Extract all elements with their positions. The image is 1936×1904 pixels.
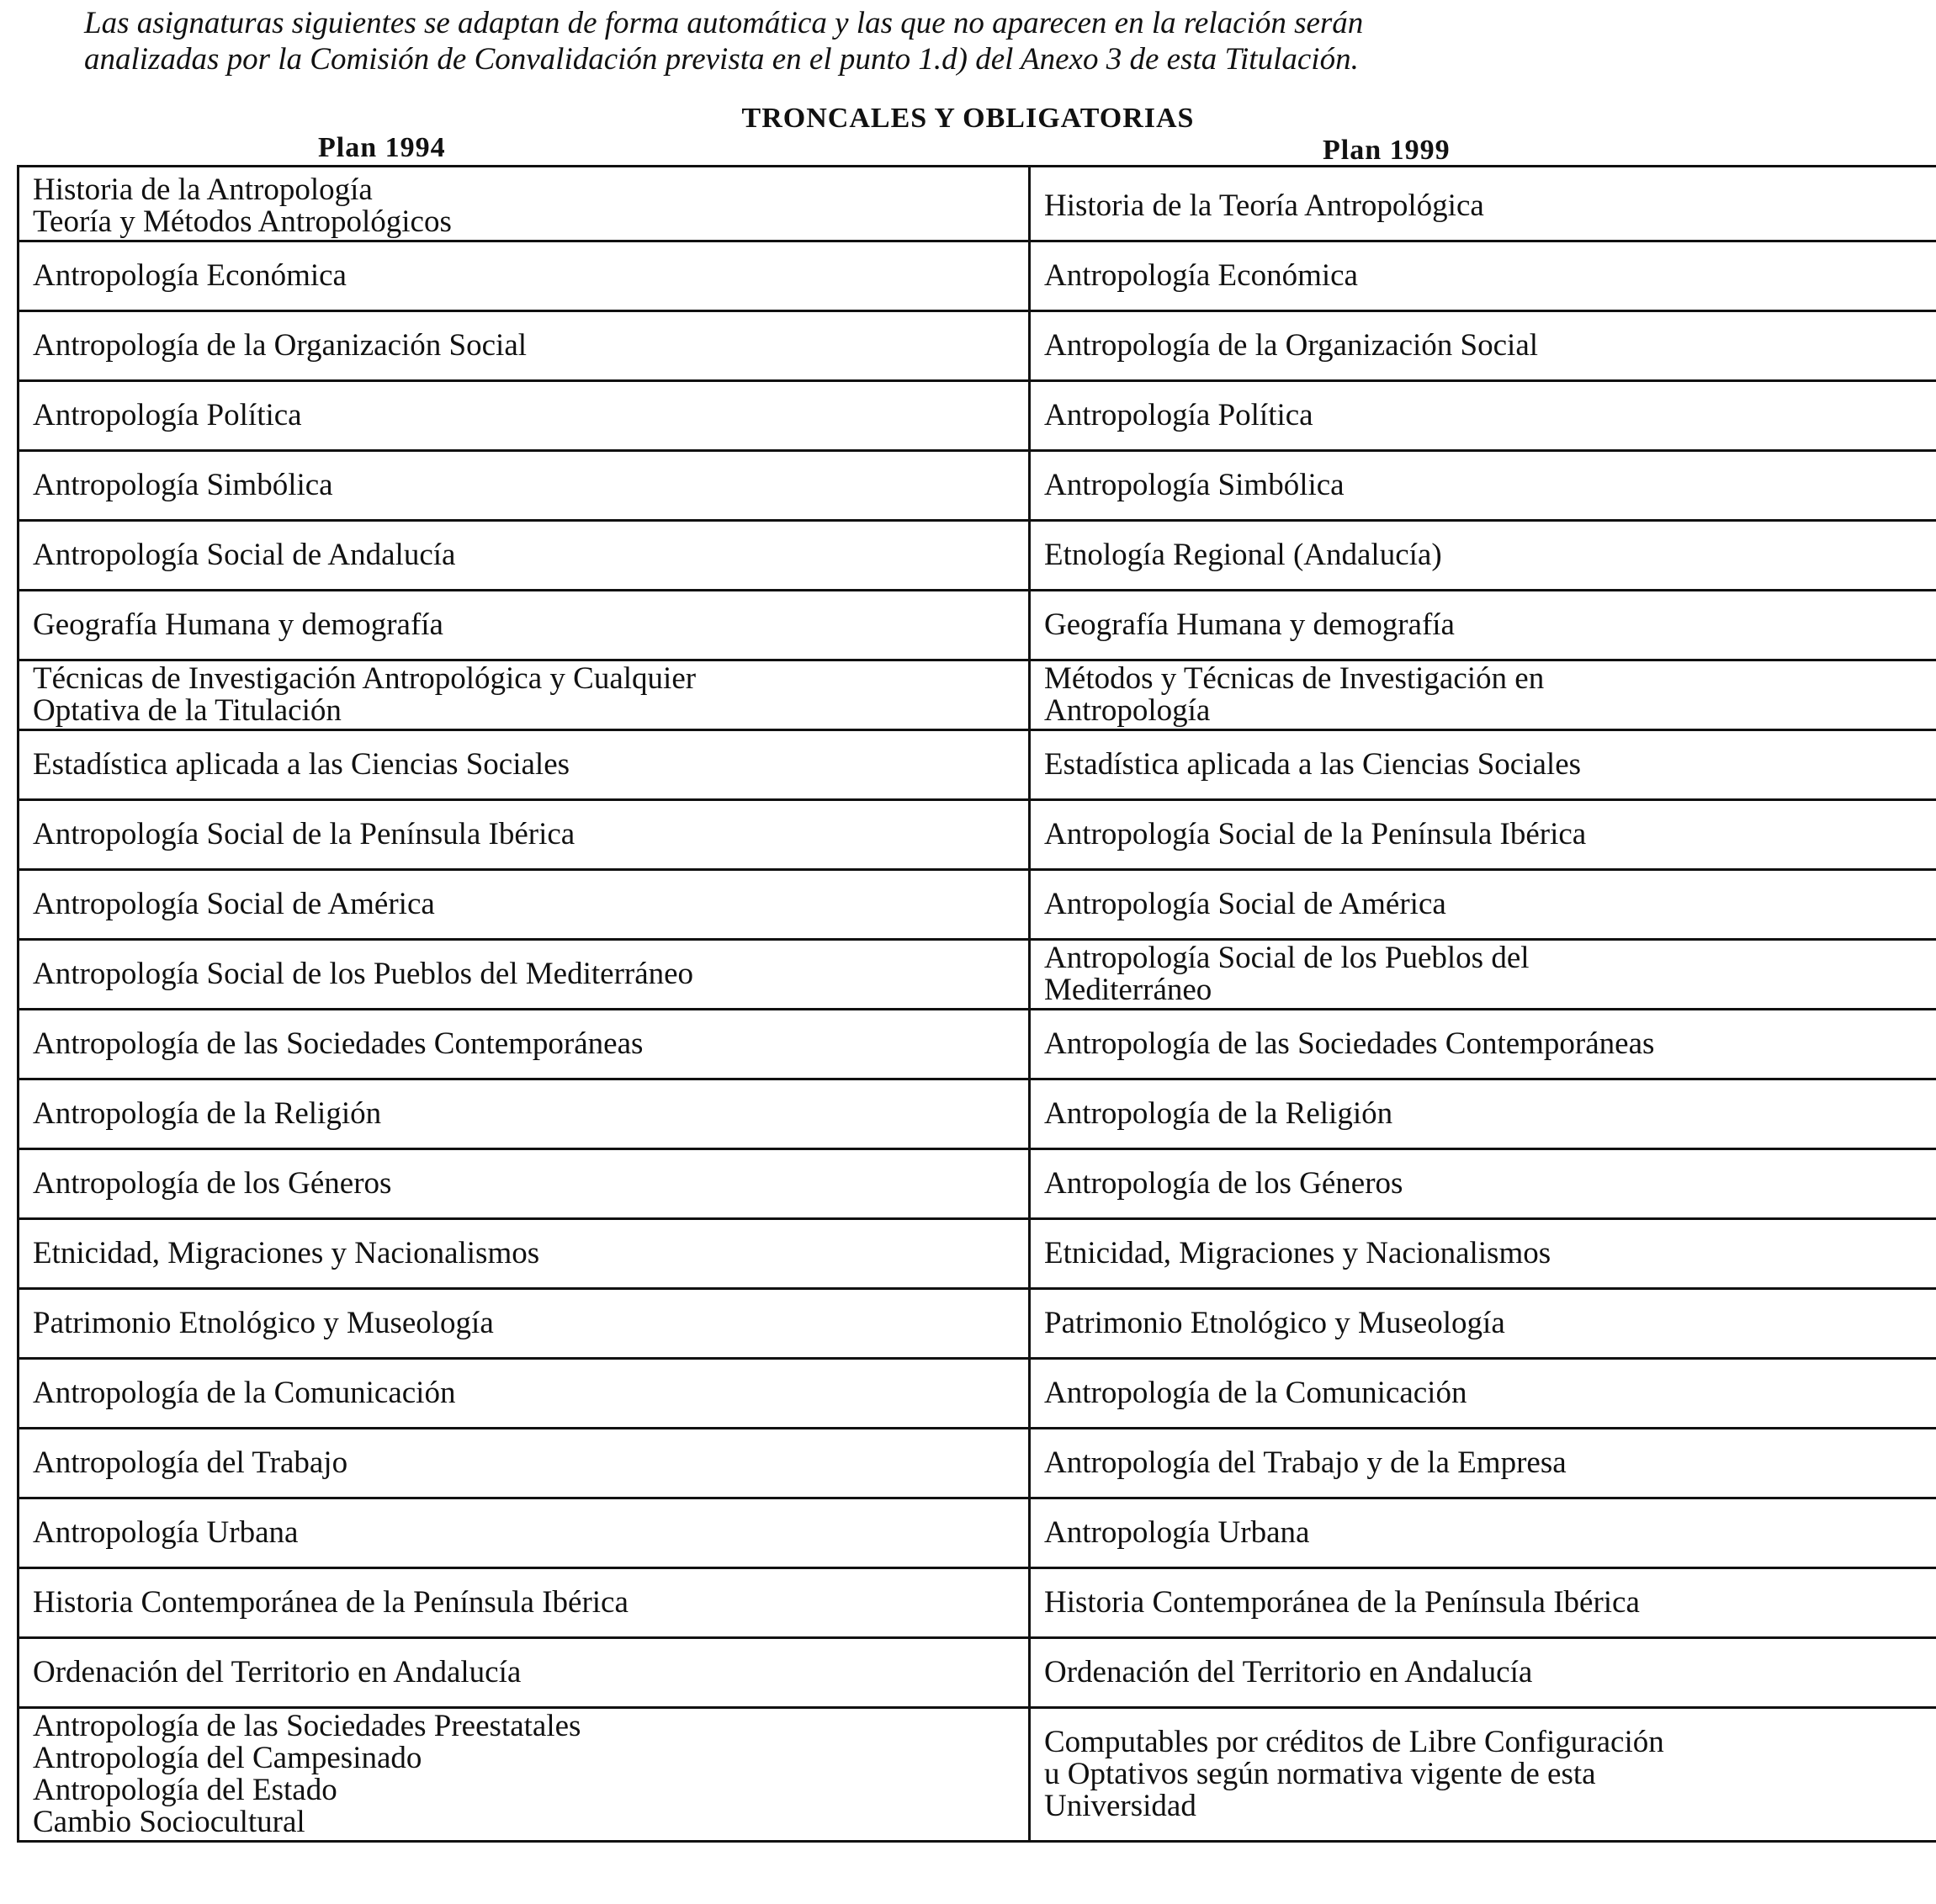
cell-plan-1999 bbox=[1030, 730, 1936, 800]
cell-plan-1999 bbox=[1030, 800, 1936, 870]
cell-plan-1994 bbox=[19, 1638, 1030, 1708]
cell-plan-1999 bbox=[1030, 1638, 1936, 1708]
cell-plan-1999 bbox=[1030, 1568, 1936, 1638]
table-row bbox=[19, 800, 1936, 870]
table-row bbox=[19, 870, 1936, 940]
subject-name: Geografía Humana y demografía bbox=[33, 607, 443, 642]
subject-name: Antropología de las Sociedades Preestatales bbox=[33, 1709, 581, 1743]
table-row bbox=[19, 940, 1936, 1010]
cell-plan-1994 bbox=[19, 660, 1030, 730]
subject-name: Patrimonio Etnológico y Museología bbox=[1044, 1306, 1505, 1340]
table-row bbox=[19, 167, 1936, 241]
cell-plan-1994 bbox=[19, 730, 1030, 800]
section-title: TRONCALES Y OBLIGATORIAS bbox=[741, 103, 1195, 134]
table-row bbox=[19, 451, 1936, 521]
cell-plan-1994 bbox=[19, 167, 1030, 241]
cell-plan-1999 bbox=[1030, 1149, 1936, 1219]
cell-plan-1999 bbox=[1030, 167, 1936, 241]
table-row bbox=[19, 1359, 1936, 1429]
column-header-plan-1999: Plan 1999 bbox=[1323, 135, 1451, 166]
subject-name: Historia de la Antropología bbox=[33, 172, 373, 207]
subject-name: Estadística aplicada a las Ciencias Sociales bbox=[33, 747, 570, 782]
subject-name: Mediterráneo bbox=[1044, 973, 1212, 1007]
subject-name: Antropología de la Comunicación bbox=[1044, 1376, 1467, 1410]
intro-line-2: analizadas por la Comisión de Convalidación prevista en el punto 1.d) del Anexo 3 de esta Titulación. bbox=[84, 42, 1359, 77]
subject-name: Antropología de la Organización Social bbox=[33, 328, 528, 363]
subject-name: Antropología Social de Andalucía bbox=[33, 538, 456, 572]
subject-name: u Optativos según normativa vigente de esta bbox=[1044, 1757, 1596, 1791]
cell-plan-1994 bbox=[19, 1359, 1030, 1429]
table-row bbox=[19, 1079, 1936, 1149]
subject-name: Etnicidad, Migraciones y Nacionalismos bbox=[33, 1236, 540, 1270]
cell-plan-1999 bbox=[1030, 521, 1936, 591]
cell-plan-1999 bbox=[1030, 1708, 1936, 1842]
cell-plan-1999 bbox=[1030, 451, 1936, 521]
subject-name: Antropología Social de los Pueblos del bbox=[1044, 941, 1530, 975]
cell-plan-1994 bbox=[19, 311, 1030, 381]
subject-name: Etnología Regional (Andalucía) bbox=[1044, 538, 1442, 572]
subject-name: Cambio Sociocultural bbox=[33, 1805, 305, 1839]
subject-name: Historia de la Teoría Antropológica bbox=[1044, 188, 1484, 223]
cell-plan-1994 bbox=[19, 1568, 1030, 1638]
subject-name: Antropología de la Organización Social bbox=[1044, 328, 1539, 363]
table-row bbox=[19, 1638, 1936, 1708]
subject-name: Antropología del Trabajo y de la Empresa bbox=[1044, 1445, 1567, 1480]
subject-name: Antropología de la Religión bbox=[1044, 1096, 1393, 1131]
cell-plan-1999 bbox=[1030, 1429, 1936, 1498]
subject-name: Universidad bbox=[1044, 1789, 1196, 1823]
subject-name: Antropología Social de los Pueblos del Mediterráneo bbox=[33, 957, 694, 991]
subject-name: Antropología Política bbox=[33, 398, 302, 432]
table-row bbox=[19, 521, 1936, 591]
subject-name: Antropología de la Comunicación bbox=[33, 1376, 456, 1410]
cell-plan-1999 bbox=[1030, 1010, 1936, 1079]
subject-name: Geografía Humana y demografía bbox=[1044, 607, 1455, 642]
cell-plan-1994 bbox=[19, 1219, 1030, 1289]
cell-plan-1994 bbox=[19, 800, 1030, 870]
table-row bbox=[19, 1219, 1936, 1289]
table-row bbox=[19, 381, 1936, 451]
subject-name: Antropología de las Sociedades Contemporáneas bbox=[33, 1026, 644, 1061]
cell-plan-1994 bbox=[19, 940, 1030, 1010]
subject-name: Ordenación del Territorio en Andalucía bbox=[1044, 1655, 1533, 1689]
cell-plan-1994 bbox=[19, 1289, 1030, 1359]
subject-name: Antropología Urbana bbox=[1044, 1515, 1310, 1550]
table-row bbox=[19, 730, 1936, 800]
subject-name: Teoría y Métodos Antropológicos bbox=[33, 204, 452, 239]
subject-name: Antropología de los Géneros bbox=[1044, 1166, 1403, 1201]
equivalence-table bbox=[17, 165, 1936, 1843]
subject-name: Patrimonio Etnológico y Museología bbox=[33, 1306, 494, 1340]
cell-plan-1999 bbox=[1030, 1498, 1936, 1568]
subject-name: Historia Contemporánea de la Península Ibérica bbox=[1044, 1585, 1640, 1620]
cell-plan-1999 bbox=[1030, 1219, 1936, 1289]
subject-name: Antropología Social de América bbox=[33, 887, 435, 921]
table-row bbox=[19, 1429, 1936, 1498]
cell-plan-1994 bbox=[19, 451, 1030, 521]
table-row bbox=[19, 1289, 1936, 1359]
subject-name: Antropología bbox=[1044, 693, 1211, 728]
subject-name: Antropología del Estado bbox=[33, 1773, 337, 1807]
subject-name: Historia Contemporánea de la Península Ibérica bbox=[33, 1585, 629, 1620]
subject-name: Antropología Económica bbox=[33, 258, 347, 293]
subject-name: Computables por créditos de Libre Configuración bbox=[1044, 1725, 1664, 1759]
subject-name: Antropología Social de la Península Ibérica bbox=[1044, 817, 1587, 851]
cell-plan-1994 bbox=[19, 381, 1030, 451]
column-header-plan-1994: Plan 1994 bbox=[318, 132, 446, 163]
subject-name: Antropología Simbólica bbox=[1044, 468, 1345, 502]
intro-paragraph bbox=[84, 5, 1923, 77]
subject-name: Antropología Económica bbox=[1044, 258, 1358, 293]
subject-name: Métodos y Técnicas de Investigación en bbox=[1044, 661, 1545, 696]
cell-plan-1994 bbox=[19, 1498, 1030, 1568]
subject-name: Optativa de la Titulación bbox=[33, 693, 342, 728]
subject-name: Antropología del Campesinado bbox=[33, 1741, 422, 1775]
subject-name: Antropología del Trabajo bbox=[33, 1445, 348, 1480]
subject-name: Antropología de las Sociedades Contemporáneas bbox=[1044, 1026, 1655, 1061]
subject-name: Antropología Social de la Península Ibérica bbox=[33, 817, 575, 851]
subject-name: Antropología de la Religión bbox=[33, 1096, 382, 1131]
cell-plan-1994 bbox=[19, 591, 1030, 660]
subject-name: Antropología de los Géneros bbox=[33, 1166, 392, 1201]
subject-name: Antropología Simbólica bbox=[33, 468, 333, 502]
cell-plan-1994 bbox=[19, 1079, 1030, 1149]
table-row bbox=[19, 241, 1936, 311]
cell-plan-1999 bbox=[1030, 311, 1936, 381]
table-row bbox=[19, 311, 1936, 381]
cell-plan-1999 bbox=[1030, 591, 1936, 660]
table-row bbox=[19, 1568, 1936, 1638]
cell-plan-1994 bbox=[19, 870, 1030, 940]
table-row bbox=[19, 1149, 1936, 1219]
cell-plan-1994 bbox=[19, 1429, 1030, 1498]
cell-plan-1994 bbox=[19, 521, 1030, 591]
subject-name: Ordenación del Territorio en Andalucía bbox=[33, 1655, 522, 1689]
equivalence-table-body bbox=[19, 167, 1936, 1842]
cell-plan-1994 bbox=[19, 1149, 1030, 1219]
cell-plan-1999 bbox=[1030, 1359, 1936, 1429]
cell-plan-1994 bbox=[19, 1010, 1030, 1079]
cell-plan-1999 bbox=[1030, 870, 1936, 940]
cell-plan-1999 bbox=[1030, 1079, 1936, 1149]
table-row bbox=[19, 660, 1936, 730]
cell-plan-1994 bbox=[19, 1708, 1030, 1842]
subject-name: Antropología Urbana bbox=[33, 1515, 299, 1550]
subject-name: Antropología Política bbox=[1044, 398, 1313, 432]
cell-plan-1999 bbox=[1030, 241, 1936, 311]
subject-name: Estadística aplicada a las Ciencias Sociales bbox=[1044, 747, 1582, 782]
cell-plan-1999 bbox=[1030, 660, 1936, 730]
subject-name: Antropología Social de América bbox=[1044, 887, 1446, 921]
subject-name: Técnicas de Investigación Antropológica y Cualquier bbox=[33, 661, 697, 696]
subject-name: Etnicidad, Migraciones y Nacionalismos bbox=[1044, 1236, 1551, 1270]
cell-plan-1999 bbox=[1030, 381, 1936, 451]
table-row bbox=[19, 1708, 1936, 1842]
table-row bbox=[19, 591, 1936, 660]
table-row bbox=[19, 1498, 1936, 1568]
intro-line-1: Las asignaturas siguientes se adaptan de forma automática y las que no aparecen en la relación serán bbox=[84, 6, 1364, 40]
cell-plan-1994 bbox=[19, 241, 1030, 311]
cell-plan-1999 bbox=[1030, 1289, 1936, 1359]
table-row bbox=[19, 1010, 1936, 1079]
cell-plan-1999 bbox=[1030, 940, 1936, 1010]
